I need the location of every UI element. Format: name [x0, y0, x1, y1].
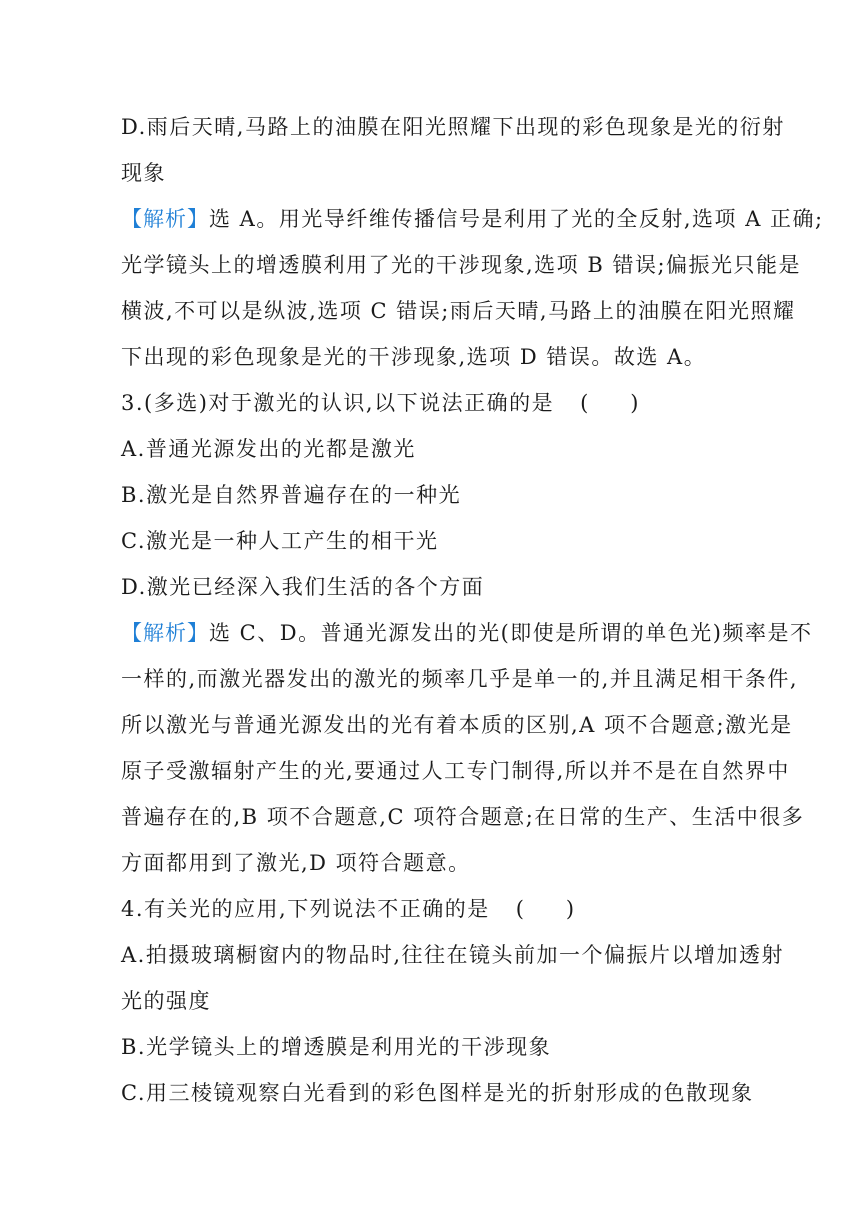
question-text: 4.有关光的应用,下列说法不正确的是	[121, 897, 490, 921]
text-line: 普遍存在的,B 项不合题意,C 项符合题意;在日常的生产、生活中很多	[121, 805, 805, 829]
text-line: 方面都用到了激光,D 项符合题意。	[121, 851, 471, 875]
text-line: 横波,不可以是纵波,选项 C 错误;雨后天晴,马路上的油膜在阳光照耀	[121, 299, 796, 323]
analysis-tag: 【解析】	[121, 621, 209, 645]
question-4	[121, 886, 785, 1116]
option-a-cont: 光的强度	[121, 989, 211, 1013]
analysis-first-line	[121, 196, 824, 242]
option-a: A.拍摄玻璃橱窗内的物品时,往往在镜头前加一个偏振片以增加透射	[121, 943, 785, 967]
option-d: D.激光已经深入我们生活的各个方面	[121, 575, 485, 599]
analysis-text: 选 A。用光导纤维传播信号是利用了光的全反射,选项 A 正确;	[209, 207, 824, 231]
analysis-tag: 【解析】	[121, 207, 209, 231]
question-stem	[121, 380, 741, 426]
question-stem	[121, 886, 741, 932]
text-line: 原子受激辐射产生的光,要通过人工专门制得,所以并不是在自然界中	[121, 759, 790, 783]
option-b: B.激光是自然界普遍存在的一种光	[121, 483, 462, 507]
analysis-first-line	[121, 610, 813, 656]
text-line: D.雨后天晴,马路上的油膜在阳光照耀下出现的彩色现象是光的衍射	[121, 115, 785, 139]
text-line: 现象	[121, 161, 166, 185]
option-a: A.普通光源发出的光都是激光	[121, 437, 416, 461]
text-line: 所以激光与普通光源发出的光有着本质的区别,A 项不合题意;激光是	[121, 713, 793, 737]
text-line: 一样的,而激光器发出的激光的频率几乎是单一的,并且满足相干条件,	[121, 667, 799, 691]
text-line: 光学镜头上的增透膜利用了光的干涉现象,选项 B 错误;偏振光只能是	[121, 253, 802, 277]
text-line: 下出现的彩色现象是光的干涉现象,选项 D 错误。故选 A。	[121, 345, 707, 369]
option-c: C.激光是一种人工产生的相干光	[121, 529, 439, 553]
analysis-text: 选 C、D。普通光源发出的光(即使是所谓的单色光)频率是不	[209, 621, 813, 645]
q2-option-d	[121, 104, 785, 196]
option-b: B.光学镜头上的增透膜是利用光的干涉现象	[121, 1035, 552, 1059]
question-3	[121, 380, 741, 610]
q2-analysis	[121, 196, 824, 380]
answer-blank: ( )	[515, 897, 575, 921]
document-page	[121, 104, 824, 1116]
option-c: C.用三棱镜观察白光看到的彩色图样是光的折射形成的色散现象	[121, 1081, 754, 1105]
answer-blank: ( )	[580, 391, 639, 415]
q3-analysis	[121, 610, 813, 886]
question-text: 3.(多选)对于激光的认识,以下说法正确的是	[121, 391, 555, 415]
